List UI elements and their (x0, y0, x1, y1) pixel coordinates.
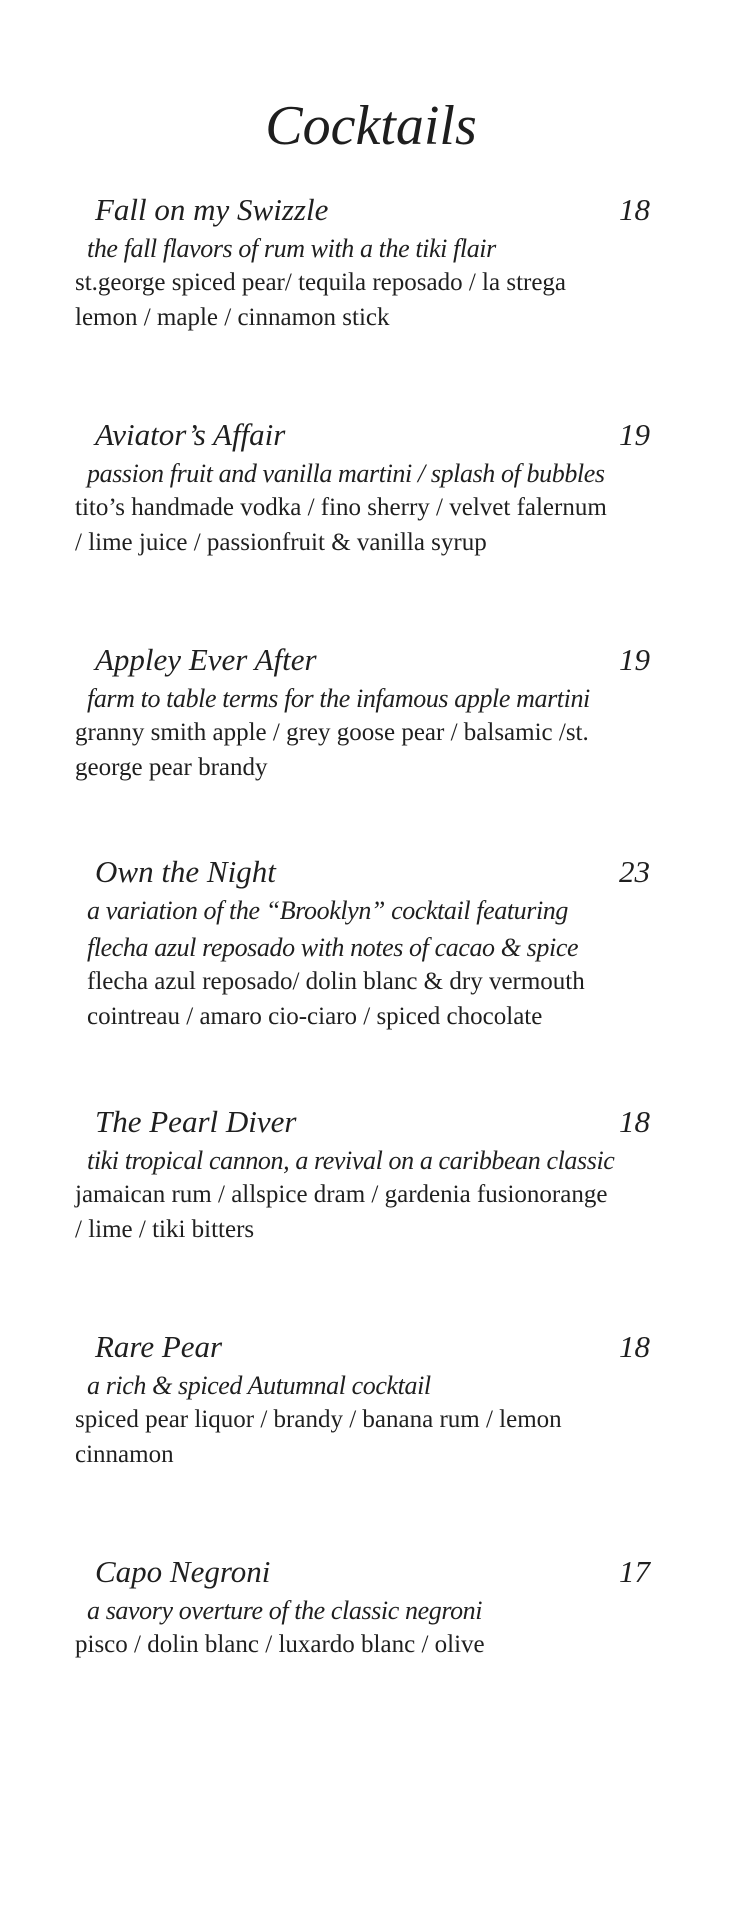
cocktail-price: 18 (619, 1104, 650, 1139)
cocktail-price: 23 (619, 854, 650, 889)
ingredient-line: granny smith apple / grey goose pear / balsamic /st. (75, 719, 589, 746)
cocktail-name: Rare Pear (95, 1329, 223, 1364)
ingredient-line: pisco / dolin blanc / luxardo blanc / olive (75, 1631, 485, 1658)
ingredient-line: jamaican rum / allspice dram / gardenia fusionorange (75, 1181, 608, 1208)
cocktail-description (87, 892, 687, 966)
cocktail-ingredients (75, 1402, 695, 1472)
cocktail-ingredients (75, 715, 695, 785)
description-line: a rich & spiced Autumnal cocktail (87, 1371, 431, 1400)
cocktail-description (87, 1367, 687, 1404)
cocktail-name: Capo Negroni (95, 1554, 271, 1589)
cocktail-ingredients (75, 1177, 695, 1247)
description-line: a savory overture of the classic negroni (87, 1596, 483, 1625)
cocktail-description (87, 1142, 687, 1179)
ingredient-line: cointreau / amaro cio-ciaro / spiced chocolate (87, 1003, 543, 1030)
ingredient-line: spiced pear liquor / brandy / banana rum / lemon (75, 1406, 562, 1433)
ingredient-line: st.george spiced pear/ tequila reposado / la strega (75, 269, 567, 296)
cocktail-price: 19 (619, 642, 650, 677)
description-line: flecha azul reposado with notes of cacao & spice (87, 933, 579, 962)
ingredient-line: / lime / tiki bitters (75, 1216, 255, 1243)
cocktail-price: 17 (619, 1554, 650, 1589)
cocktail-description (87, 680, 687, 717)
cocktail-ingredients (75, 1627, 695, 1662)
cocktail-description (87, 1592, 687, 1629)
page-title: Cocktails (265, 95, 477, 157)
cocktail-name: Own the Night (95, 854, 276, 889)
cocktail-description (87, 230, 687, 267)
cocktail-ingredients (75, 265, 695, 335)
cocktail-description (87, 455, 687, 492)
ingredient-line: / lime juice / passionfruit & vanilla syrup (75, 529, 487, 556)
description-line: farm to table terms for the infamous apple martini (87, 684, 590, 713)
ingredient-line: george pear brandy (75, 754, 268, 781)
cocktail-name: Fall on my Swizzle (95, 192, 329, 227)
cocktail-name: The Pearl Diver (95, 1104, 297, 1139)
cocktail-price: 19 (619, 417, 650, 452)
cocktail-ingredients (87, 964, 707, 1034)
ingredient-line: tito’s handmade vodka / fino sherry / velvet falernum (75, 494, 607, 521)
ingredient-line: cinnamon (75, 1441, 174, 1468)
cocktail-name: Appley Ever After (95, 642, 317, 677)
description-line: the fall flavors of rum with a the tiki flair (87, 234, 496, 263)
cocktail-price: 18 (619, 192, 650, 227)
description-line: passion fruit and vanilla martini / splash of bubbles (87, 459, 605, 488)
cocktail-name: Aviator’s Affair (95, 417, 286, 452)
cocktail-price: 18 (619, 1329, 650, 1364)
description-line: tiki tropical cannon, a revival on a caribbean classic (87, 1146, 615, 1175)
cocktail-ingredients (75, 490, 695, 560)
ingredient-line: lemon / maple / cinnamon stick (75, 304, 390, 331)
description-line: a variation of the “Brooklyn” cocktail featuring (87, 896, 568, 925)
ingredient-line: flecha azul reposado/ dolin blanc & dry vermouth (87, 968, 585, 995)
